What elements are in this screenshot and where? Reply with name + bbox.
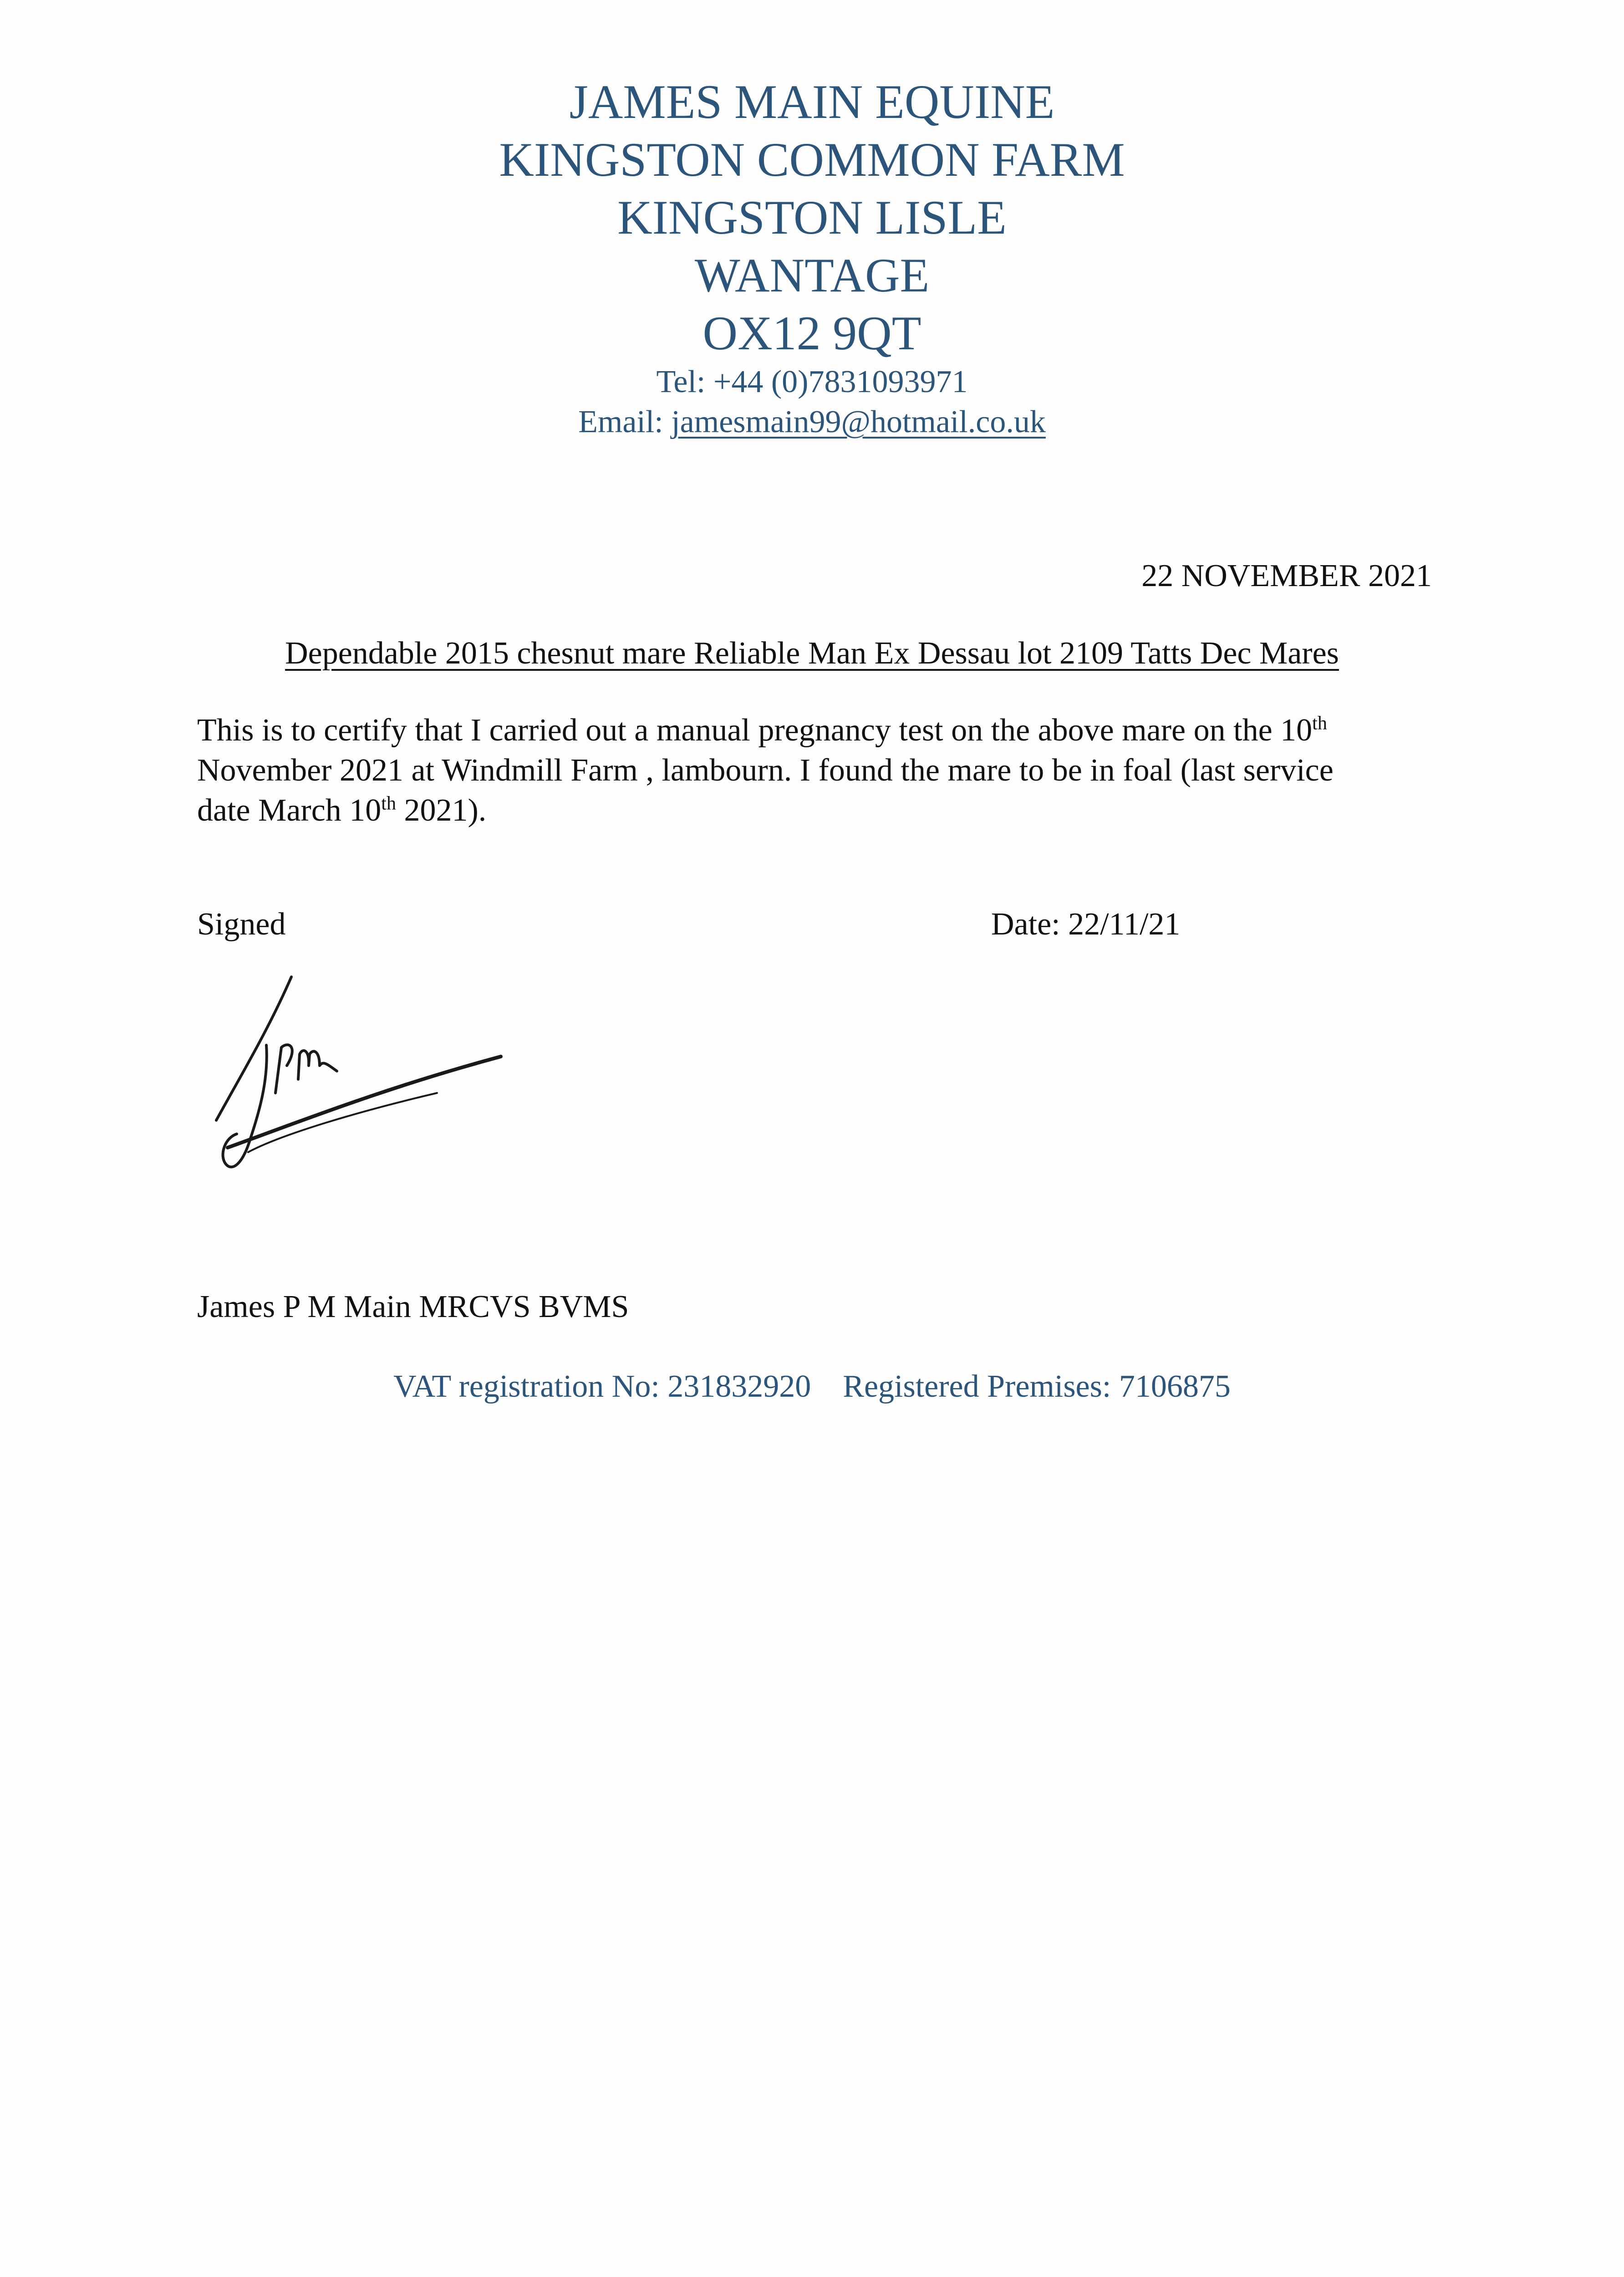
- signatory-name: James P M Main MRCVS BVMS: [197, 1289, 629, 1324]
- body-line-2: November 2021 at Windmill Farm , lambourn. I found the mare to be in foal (last service: [197, 753, 1334, 788]
- address-postcode: OX12 9QT: [703, 306, 921, 360]
- email-line: [0, 402, 1624, 442]
- email-link[interactable]: jamesmain99@hotmail.co.uk: [671, 404, 1046, 439]
- subject-line: Dependable 2015 chesnut mare Reliable Man Ex Dessau lot 2109 Tatts Dec Mares: [285, 636, 1339, 671]
- signature-stroke-pm: [275, 1045, 337, 1093]
- address-village: KINGSTON LISLE: [617, 191, 1007, 244]
- signed-label: Signed: [197, 907, 286, 942]
- vat-number: VAT registration No: 231832920: [393, 1369, 811, 1404]
- handwritten-signature: [200, 943, 528, 1216]
- body-line-3-post: 2021).: [396, 793, 487, 828]
- signature-stroke-flourish: [228, 1057, 501, 1148]
- body-line-3-pre: date March 10: [197, 793, 382, 828]
- body-line-3: [197, 791, 1445, 831]
- body-line-1: [197, 710, 1445, 750]
- ordinal-suffix: th: [381, 793, 396, 814]
- signature-stroke-tail: [248, 1093, 437, 1152]
- signature-date: Date: 22/11/21: [991, 907, 1181, 942]
- address-farm: KINGSTON COMMON FARM: [499, 133, 1125, 186]
- letter-date: 22 NOVEMBER 2021: [1141, 558, 1432, 593]
- email-label: Email:: [578, 404, 672, 439]
- registered-premises: Registered Premises: 7106875: [843, 1369, 1231, 1404]
- certificate-body: [197, 710, 1445, 831]
- letterhead: [0, 73, 1624, 442]
- telephone: Tel: +44 (0)7831093971: [656, 364, 968, 399]
- practice-name: JAMES MAIN EQUINE: [569, 75, 1055, 128]
- ordinal-suffix: th: [1312, 713, 1327, 734]
- registration-footer: [0, 1368, 1624, 1405]
- body-line-1-text: This is to certify that I carried out a manual pregnancy test on the above mare on the 10: [197, 713, 1313, 748]
- address-town: WANTAGE: [694, 249, 930, 302]
